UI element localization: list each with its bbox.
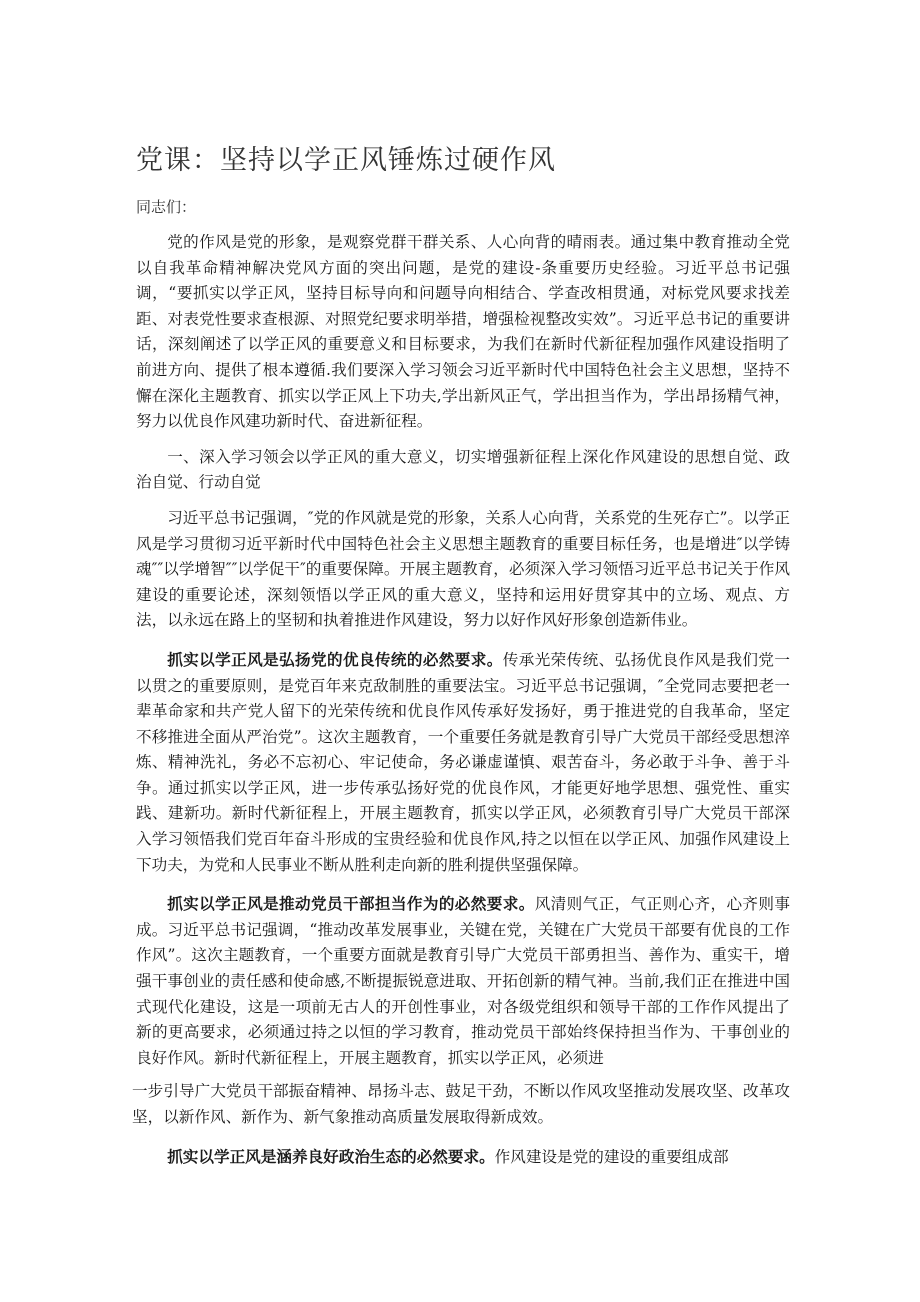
- salutation: 同志们：: [136, 198, 197, 216]
- paragraph-text: 党的作风是党的形象，是观察党群干群关系、人心向背的晴雨表。通过集中教育推动全党以自我革命精神解决党风方面的突出问题，是党的建设-条重要历史经验。习近平总书记强调，“要抓实以学正风，坚持目标导向和问题导向相结合、学查改相贯通，对标党风要求找差距、对表党性要求查根源、对照党纪要求明举措，增强检视整改实效”。习近平总书记的重要讲话，深刻阐述了以学正风的重要意义和目标要求，为我们在新时代新征程加强作风建设指明了前进方向、提供了根本遵循.我们要深入学习领会习近平新时代中国特色社会主义思想，坚持不懈在深化主题教育、抓实以学正风上下功夫,学出新风正气，学出担当作为，学出昂扬精气神，努力以优良作风建功新时代、奋进新征程。: [136, 233, 790, 431]
- paragraph-lead: 抓实以学正风是弘扬党的优良传统的必然要求。: [167, 649, 503, 669]
- paragraph-text: 作风建设是党的建设的重要组成部: [494, 1147, 729, 1166]
- paragraph-political-ecology: [136, 1144, 790, 1171]
- paragraph-text: 风清则气正，气正则心齐，心齐则事成。习近平总书记强调，“推动改革发展事业，关键在党，关键在广大党员干部要有优良的工作作风”。这次主题教育，一个重要方面就是教育引导广大党员干部勇担当、善作为、重实干，增强干事创业的责任感和使命感,不断提振锐意进取、开拓创新的精气神。当前,我们正在推进中国式现代化建设，这是一项前无古人的开创性事业，对各级党组织和领导干部的工作作风提出了新的更高要求，必须通过持之以恒的学习教育，推动党员干部始终保持担当作为、干事创业的良好作风。新时代新征程上，开展主题教育，抓实以学正风，必须进: [136, 895, 790, 1067]
- paragraph-text: 习近平总书记强调，″党的作风就是党的形象，关系人心向背，关系党的生死存亡”。以学正风是学习贯彻习近平新时代中国特色社会主义思想主题教育的重要目标任务，也是增进″以学铸魂″″以学增智″″以学促干″的重要保障。开展主题教育，必须深入学习领悟习近平总书记关于作风建设的重要论述，深刻领悟以学正风的重大意义，坚持和运用好贯穿其中的立场、观点、方法，以永远在路上的坚韧和执着推进作风建设，努力以好作风好形象创造新伟业。: [136, 508, 790, 630]
- section-heading-1: [136, 445, 790, 496]
- paragraph-text: 传承光荣传统、弘扬优良作风是我们党一以贯之的重要原则，是党百年来克敌制胜的重要法宝。习近平总书记强调，″全党同志要把老一辈革命家和共产党人留下的光荣传统和优良作风传承好发扬好，勇于推进党的自我革命，坚定不移推进全面从严治党”。这次主题教育，一个重要任务就是教育引导广大党员干部经受思想淬炼、精神洗礼，务必不忘初心、牢记使命，务必谦虚谨慎、艰苦奋斗，务必敢于斗争、善于斗争。通过抓实以学正风，进一步传承弘扬好党的优良作风，才能更好地学思想、强党性、重实践、建新功。新时代新征程上，开展主题教育，抓实以学正风，必须教育引导广大党员干部深入学习领悟我们党百年奋斗形成的宝贵经验和优良作风,持之以恒在以学正风、加强作风建设上下功夫，为党和人民事业不断从胜利走向新的胜利提供坚强保障。: [136, 650, 790, 874]
- paragraph-text: 一步引导广大党员干部振奋精神、昂扬斗志、鼓足干劲，不断以作风攻坚推动发展攻坚、改革攻坚，以新作风、新作为、新气象推动高质量发展取得新成效。: [132, 1082, 790, 1126]
- paragraph-lead: 抓实以学正风是推动党员干部担当作为的必然要求。: [167, 894, 535, 914]
- paragraph-lead: 抓实以学正风是涵养良好政治生态的必然要求。: [167, 1146, 495, 1166]
- paragraph-quote: [136, 506, 790, 634]
- paragraph-continuation: [132, 1079, 790, 1130]
- document-page: [132, 140, 790, 1170]
- paragraph-intro: [136, 230, 790, 435]
- paragraph-tradition: [136, 647, 790, 878]
- paragraph-responsibility: [136, 891, 790, 1071]
- document-title: 党课：坚持以学正风锤炼过硬作风: [136, 145, 556, 176]
- heading-text: 一、深入学习领会以学正风的重大意义，切实增强新征程上深化作风建设的思想自觉、政治自觉、行动自觉: [136, 447, 790, 492]
